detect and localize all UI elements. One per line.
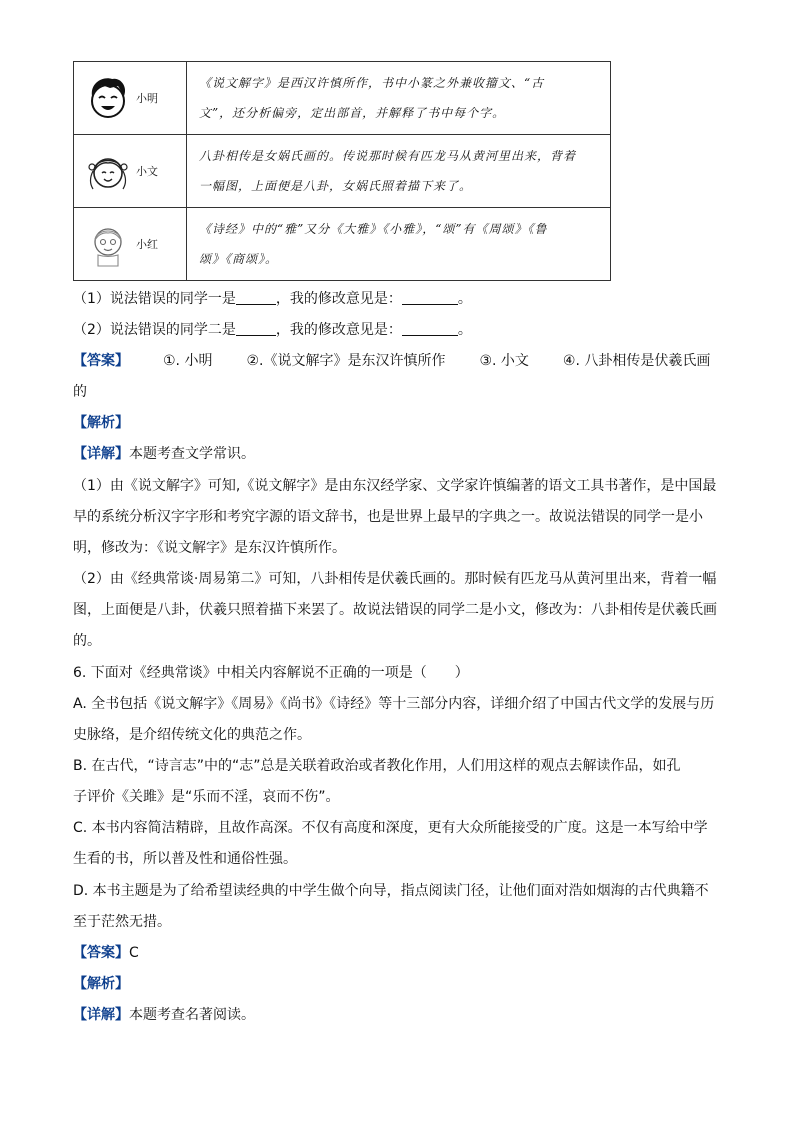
student-statements-table: [73, 61, 611, 281]
paragraph-line: 的。: [73, 633, 101, 649]
option-b: B. 在古代，“诗言志”中的“志”总是关联着政治或者教化作用，人们用这样的观点去解读作品，如孔: [73, 758, 681, 774]
girl-avatar-icon: [84, 147, 132, 195]
answer-item: ②.《说文解字》是东汉许慎所作: [246, 353, 446, 369]
table-row: [74, 208, 611, 281]
paragraph-line: 图，上面便是八卦，伏羲只照着描下来罢了。故说法错误的同学二是小文，修改为：八卦相传是伏羲氏画: [73, 602, 717, 618]
answer-blank: [402, 321, 458, 336]
question-2: （2）说法错误的同学二是 ，我的修改意见是： 。: [73, 322, 472, 338]
avatar-cell: [74, 62, 187, 135]
answer-blank: [236, 321, 276, 336]
table-row: [74, 62, 611, 135]
statement: 《诗经》中的“雅”又分《大雅》《小雅》，“颂”有《周颂》《鲁 颂》《商颂》。: [187, 208, 611, 281]
detail-heading-2: 【详解】本题考查名著阅读。: [73, 1007, 255, 1023]
answer-item: ③. 小文: [479, 353, 529, 369]
boy-avatar-icon: [84, 74, 132, 122]
option-d: D. 本书主题是为了给希望读经典的中学生做个向导，指点阅读门径，让他们面对浩如烟海的古代典籍不: [73, 883, 709, 899]
table-row: [74, 135, 611, 208]
statement: 八卦相传是女娲氏画的。传说那时候有匹龙马从黄河里出来，背着 一幅图，上面便是八卦，女娲氏照着描下来了。: [187, 135, 611, 208]
answer-blank: [236, 290, 276, 305]
avatar-cell: [74, 208, 187, 281]
option-a-cont: 史脉络，是介绍传统文化的典范之作。: [73, 727, 311, 743]
student-name: 小红: [136, 238, 158, 251]
paragraph-line: （2）由《经典常谈·周易第二》可知，八卦相传是伏羲氏画的。那时候有匹龙马从黄河里出来，背着一幅: [73, 571, 717, 587]
paragraph-line: （1）由《说文解字》可知,《说文解字》是由东汉经学家、文学家许慎编著的语文工具书著作，是中国最: [73, 478, 717, 494]
answer-blank: [402, 290, 458, 305]
child-avatar-icon: [84, 220, 132, 268]
question-6-stem: 6. 下面对《经典常谈》中相关内容解说不正确的一项是（ ）: [73, 665, 469, 681]
analysis-heading-2: 【解析】: [73, 976, 129, 992]
question-1: （1）说法错误的同学一是 ，我的修改意见是： 。: [73, 291, 472, 307]
answer-section: [73, 351, 733, 371]
answer-item: ④. 八卦相传是伏羲氏画: [562, 353, 711, 369]
analysis-heading: 【解析】: [73, 415, 129, 431]
option-c: C. 本书内容简洁精辟，且故作高深。不仅有高度和深度，更有大众所能接受的广度。这是一本写给中学: [73, 820, 708, 836]
avatar-cell: [74, 135, 187, 208]
paragraph-line: 早的系统分析汉字字形和考究字源的语文辞书，也是世界上最早的字典之一。故说法错误的同学一是小: [73, 509, 703, 525]
answer-value: C: [129, 945, 139, 961]
student-name: 小明: [136, 92, 158, 105]
option-a: A. 全书包括《说文解字》《周易》《尚书》《诗经》等十三部分内容，详细介绍了中国古代文学的发展与历: [73, 696, 715, 712]
answer-tag: 【答案】: [73, 353, 129, 369]
option-d-cont: 至于茫然无措。: [73, 914, 171, 930]
student-name: 小文: [136, 165, 158, 178]
answer-item: ①. 小明: [163, 353, 213, 369]
option-c-cont: 生看的书，所以普及性和通俗性强。: [73, 851, 297, 867]
option-b-cont: 子评价《关雎》是“乐而不淫，哀而不伤”。: [73, 789, 340, 805]
answer-section-2: 【答案】C: [73, 945, 139, 961]
statement: 《说文解字》是西汉许慎所作，书中小篆之外兼收籀文、“古 文”，还分析偏旁，定出部首，并解释了书中每个字。: [187, 62, 611, 135]
answer-continuation: 的: [73, 384, 87, 400]
paragraph-line: 明，修改为：《说文解字》是东汉许慎所作。: [73, 540, 346, 556]
detail-heading: 【详解】本题考查文学常识。: [73, 446, 255, 462]
